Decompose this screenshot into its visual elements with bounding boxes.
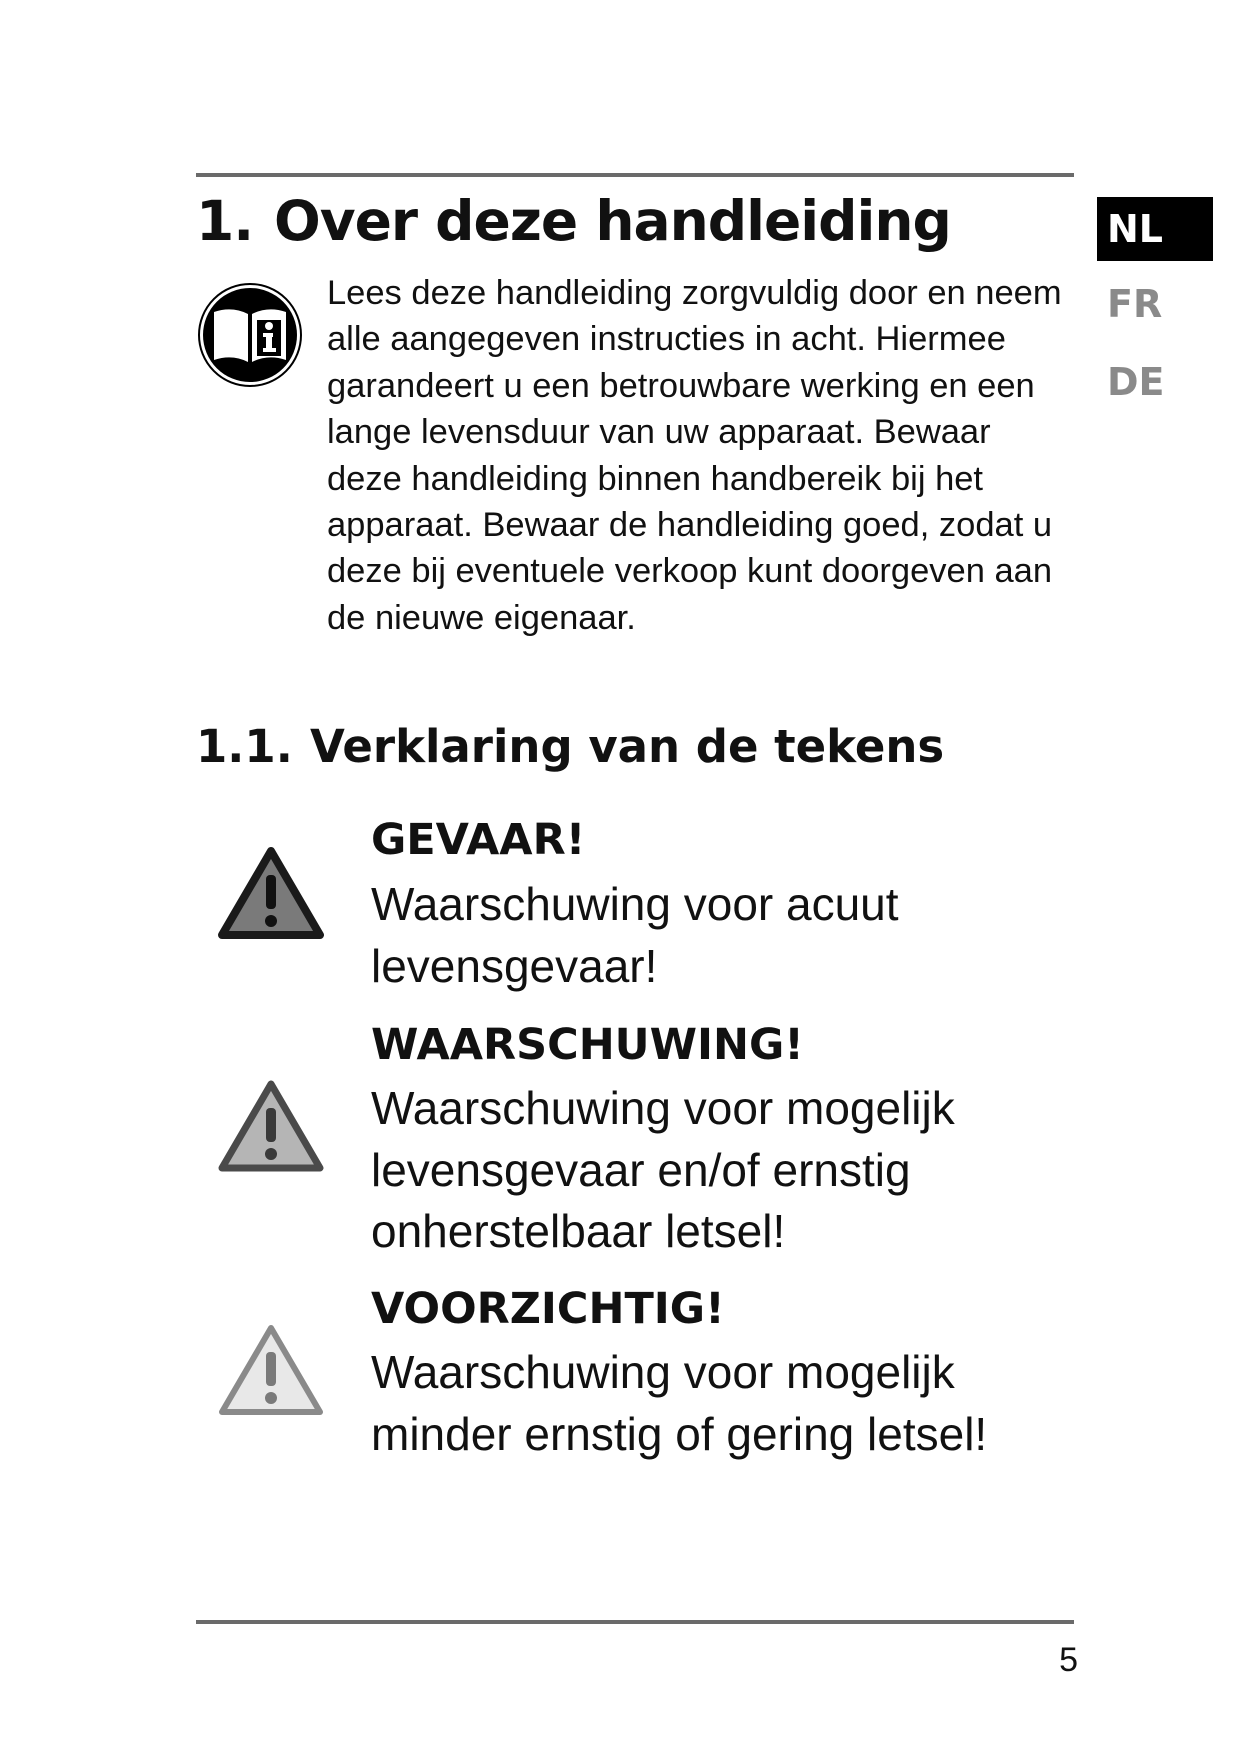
section-heading bbox=[196, 186, 951, 256]
warning-triangle-medium-icon bbox=[217, 1078, 325, 1176]
language-tab-nl: NL bbox=[1097, 197, 1213, 261]
warning-text-caution: Waarschuwing voor mogelijk minder ernstig of gering letsel! bbox=[371, 1346, 988, 1460]
warning-title-caution: VOORZICHTIG! bbox=[371, 1284, 725, 1334]
subsection-title: Verklaring van de tekens bbox=[310, 720, 945, 773]
warning-title-danger: GEVAAR! bbox=[371, 815, 586, 865]
section-title: Over deze handleiding bbox=[274, 189, 951, 253]
warning-triangle-light-icon bbox=[217, 1322, 325, 1420]
language-tab-fr: FR bbox=[1107, 282, 1163, 326]
bottom-rule bbox=[196, 1620, 1074, 1624]
section-number: 1. bbox=[196, 189, 254, 253]
warning-text-danger: Waarschuwing voor acuut levensgevaar! bbox=[371, 878, 899, 992]
language-tab-de: DE bbox=[1107, 360, 1165, 404]
read-manual-info-icon bbox=[197, 282, 303, 388]
warning-text-warning: Waarschuwing voor mogelijk levensgevaar en/of ernstig onherstelbaar letsel! bbox=[371, 1082, 955, 1257]
top-rule bbox=[196, 173, 1074, 177]
warning-title-warning: WAARSCHUWING! bbox=[371, 1020, 804, 1070]
subsection-heading bbox=[196, 716, 944, 778]
subsection-number: 1.1. bbox=[196, 720, 293, 773]
warning-triangle-dark-icon bbox=[217, 845, 325, 943]
intro-paragraph: Lees deze handleiding zorgvuldig door en neem alle aangegeven instructies in acht. Hiermee garandeert u een betrouwbare werking en een lange levensduur van uw apparaat. Bewaar deze handleiding binnen handbereik bij het apparaat. Bewaar de handleiding goed, zodat u deze bij eventuele verkoop kunt doorgeven aan de nieuwe eigenaar. bbox=[327, 274, 1062, 637]
page-number: 5 bbox=[1059, 1641, 1078, 1679]
